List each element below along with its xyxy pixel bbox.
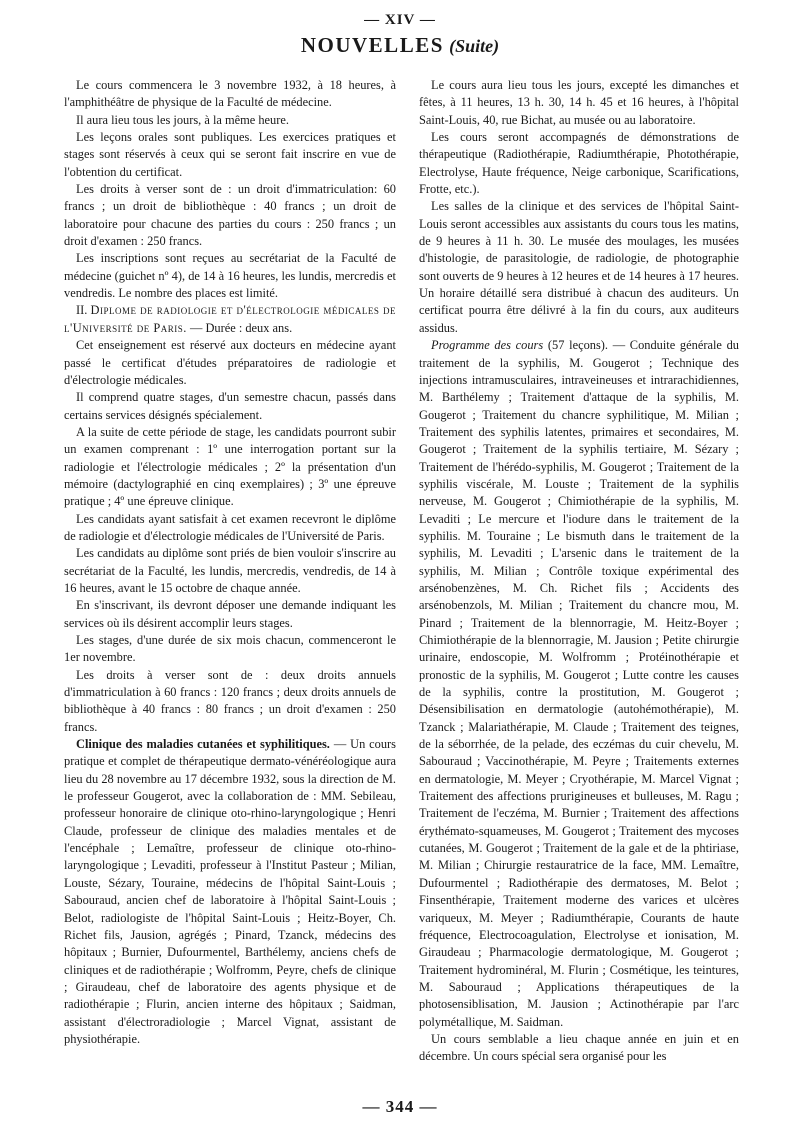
clinique-text: — Un cours pratique et complet de thérapeutique dermato-vénéréologique aura lieu du 28 novembre au 17 décembre 1932, sous la direction de M. le professeur Gougerot, avec la collaboration de : MM. Sebileau, professeur honoraire de clinique oto-rhino-laryngologique ; Henri Claude, professeur de clinique des maladies mentales et de l'encéphale ; Lemaître, professeur de clinique oto-rhino-laryngologique ; Levaditi, professeur à l'Institut Pasteur ; Milian, Louste, Sézary, Touraine, médecins de l'hôpital Saint-Louis ; Sabouraud, ancien chef de laboratoire à l'hôpital Saint-Louis ; Belot, radiologiste de l'hôpital Saint-Louis ; Heitz-Boyer, Ch. Richet fils, Jausion, agrégés ; Pinard, Tzanck, médecins des hôpitaux ; Burnier, Dufourmentel, Barthélemy, anciens chefs de cliniques et de radiothérapie ; Wolfromm, Peyre, chefs de clinique ; Giraudeau, chef de laboratoire des agents physique et de radiothérapie ; Flurin, ancien interne des hôpitaux ; Saidman, assistant d'électroradiologie ; Marcel Vignat, assistant de physiothérapie.	[64, 737, 396, 1046]
section-title-suffix: (Suite)	[449, 36, 500, 56]
section-title-main: NOUVELLES	[300, 33, 444, 57]
right-column	[419, 77, 739, 1097]
paragraph: A la suite de cette période de stage, les candidats pourront subir un examen comprenant : 1º une interrogation portant sur la radiologie et l'électrologie médicales ; 2º la présentation d'un mémoire (dactylographié en cinq exemplaires) ; 3º une épreuve pratique ; 4º une épreuve clinique.	[64, 424, 396, 509]
diploma-duration: — Durée : deux ans.	[189, 320, 293, 335]
paragraph: Les candidats ayant satisfait à cet examen recevront le diplôme de radiologie et d'électrologie médicales de l'Université de Paris.	[64, 511, 396, 543]
paragraph-diploma	[64, 302, 396, 337]
paragraph: Cet enseignement est réservé aux docteurs en médecine ayant passé le certificat d'études préparatoires de radiologie et d'électrologie médicales.	[64, 338, 396, 387]
paragraph: Les droits à verser sont de : deux droits annuels d'immatriculation à 60 francs : 120 francs ; deux droits annuels de bibliothèque à 40 francs : 80 francs ; un droit d'examen : 250 francs.	[64, 667, 396, 734]
paragraph: Il comprend quatre stages, d'un semestre chacun, passés dans certains services désignés spécialement.	[64, 390, 396, 422]
roman-page-number: — XIV —	[364, 12, 436, 28]
paragraph: Les droits à verser sont de : un droit d'immatriculation: 60 francs ; un droit de bibliothèque : 40 francs ; un droit de laboratoire pour chacune des parties du cours : 250 francs ; un droit d'examen : 250 francs.	[64, 182, 396, 249]
paragraph: Les candidats au diplôme sont priés de bien vouloir s'inscrire au secrétariat de la Faculté, les lundis, mercredis, vendredis, de 14 à 16 heures, avant le 15 octobre de chaque année.	[64, 546, 396, 595]
paragraph: Il aura lieu tous les jours, à la même heure.	[76, 112, 289, 127]
paragraph: Les inscriptions sont reçues au secrétariat de la Faculté de médecine (guichet nº 4), de 14 à 16 heures, les lundis, mercredis et vendredis. Le nombre des places est limité.	[64, 251, 396, 301]
paragraph: Le cours aura lieu tous les jours, excepté les dimanches et fêtes, à 11 heures, 13 h. 30, 14 h. 45 et 16 heures, à l'hôpital Saint-Louis, 40, rue Bichat, au musée ou au laboratoire.	[419, 78, 739, 127]
page-header	[0, 12, 800, 58]
paragraph: Les salles de la clinique et des services de l'hôpital Saint-Louis seront accessibles aux assistants du cours tous les matins, de 9 heures à 11 h. 30. Le musée des moulages, les musées d'histologie, de parasitologie, de radiologie, de photographie sont ouverts de 9 heures à 12 heures et de 14 heures à 17 heures. Un horaire détaillé sera distribué à chacun des auditeurs. Un certificat pourra être délivré à la fin du cours, aux auditeurs assidus.	[419, 199, 739, 335]
paragraph: En s'inscrivant, ils devront déposer une demande indiquant les services où ils désirent accomplir leurs stages.	[64, 598, 396, 630]
clinique-title: Clinique des maladies cutanées et syphilitiques.	[76, 737, 330, 752]
paragraph: Le cours commencera le 3 novembre 1932, à 18 heures, à l'amphithéâtre de physique de la Faculté de médecine.	[64, 78, 396, 110]
diploma-title: Diplome de radiologie et d'électrologie médicales de l'Université de Paris.	[64, 303, 396, 335]
programme-text: (57 leçons). — Conduite générale du traitement de la syphilis, M. Gougerot ; Technique des injections intramusculaires, intraveineuses et intrarachidiennes, M. Barthélemy ; Traitement d'attaque de la syphilis, M. Gougerot ; Traitement du chancre syphilitique, M. Milian ; Traitement des syphilis latentes, primaires et secondaires, M. Gougerot ; Traitement de la syphilis tertiaire, M. Sézary ; Traitement de l'hérédo-syphilis, M. Gougerot ; Traitement de la syphilis viscérale, M. Louste ; Traitement de la syphilis nerveuse, M. Gougerot ; Chimiothérapie de la syphilis, M. Levaditi ; Le mercure et l'iodure dans le traitement de la syphilis. M. Touraine ; Le bismuth dans le traitement de la syphilis, M. Levaditi ; L'arsenic dans le traitement de la syphilis, M. Milian ; Contrôle toxique expérimental des arsénobenzènes, M. Ch. Richet fils ; Accidents des arsénobenzols, M. Milian ; Traitement du chancre mou, M. Pinard ; Traitement de la blennorragie, M. Heitz-Boyer ; Chimiothérapie de la blennorragie, M. Jausion ; Petite chirurgie urinaire, endoscopie, M. Wolfromm ; Protéinothérapie et pronostic de la syphilis, M. Gougerot ; Lutte contre les causes de la syphilis, contre la prostitution, M. Gougerot ; Désensibilisation en dermatologie (autohémothérapie), M. Tzanck ; Malariathérapie, M. Claude ; Traitement des teignes, de la séborrhée, de la pelade, des eczémas du cuir chevelu, M. Sabouraud ; Vaccinothérapie, M. Peyre ; Traitements externes en dermatologie, M. Meyer ; Cryothérapie, M. Marcel Vignat ; Traitement des affections prurigineuses et bulleuses, M. Ragu ; Traitement de l'eczéma, M. Burnier ; Traitement des affections érythémato-squameuses, M. Gougerot ; Traitement des mycoses cutanées, M. Gougerot ; Traitement de la gale et de la phtiriase, M. Milian ; Chirurgie restauratrice de la face, MM. Lemaître, Dufourmentel ; Radiothérapie des dermatoses, M. Belot ; Finsenthérapie, Traitement moderne des varices et ulcères variqueux, M. Meyer ; Radiumthérapie, Courants de haute fréquence, Electrocoagulation, Electrolyse et ionisation, M. Giraudeau ; Pharmacologie dermatologique, M. Gougerot ; Traitement hydrominéral, M. Flurin ; Cosmétique, les teintures, M. Sabouraud ; Applications thérapeutiques de la photosensiblisation, M. Jausion ; Actinothérapie par l'arc polymétallique, M. Saidman.	[419, 338, 739, 1029]
page-footer	[0, 1097, 800, 1117]
section-number: II.	[76, 303, 88, 318]
programme-title: Programme des cours	[431, 338, 544, 353]
paragraph: Les leçons orales sont publiques. Les exercices pratiques et stages sont réservés à ceux qui se seront fait inscrire en vue de l'obtention du certificat.	[64, 130, 396, 179]
section-title	[0, 33, 800, 58]
paragraph: Les cours seront accompagnés de démonstrations de thérapeutique (Radiothérapie, Radiumthérapie, Photothérapie, Electrolyse, Haute fréquence, Neige carbonique, Scarifications, Frotte, etc.).	[419, 130, 739, 197]
paragraph: Un cours semblable a lieu chaque année en juin et en décembre. Un cours spécial sera organisé pour les	[419, 1031, 739, 1064]
page-number: — 344 —	[362, 1097, 438, 1116]
paragraph-programme	[419, 337, 739, 1031]
paragraph-clinique	[64, 736, 396, 1048]
paragraph: Les stages, d'une durée de six mois chacun, commenceront le 1er novembre.	[64, 633, 396, 665]
left-column	[64, 77, 396, 1097]
